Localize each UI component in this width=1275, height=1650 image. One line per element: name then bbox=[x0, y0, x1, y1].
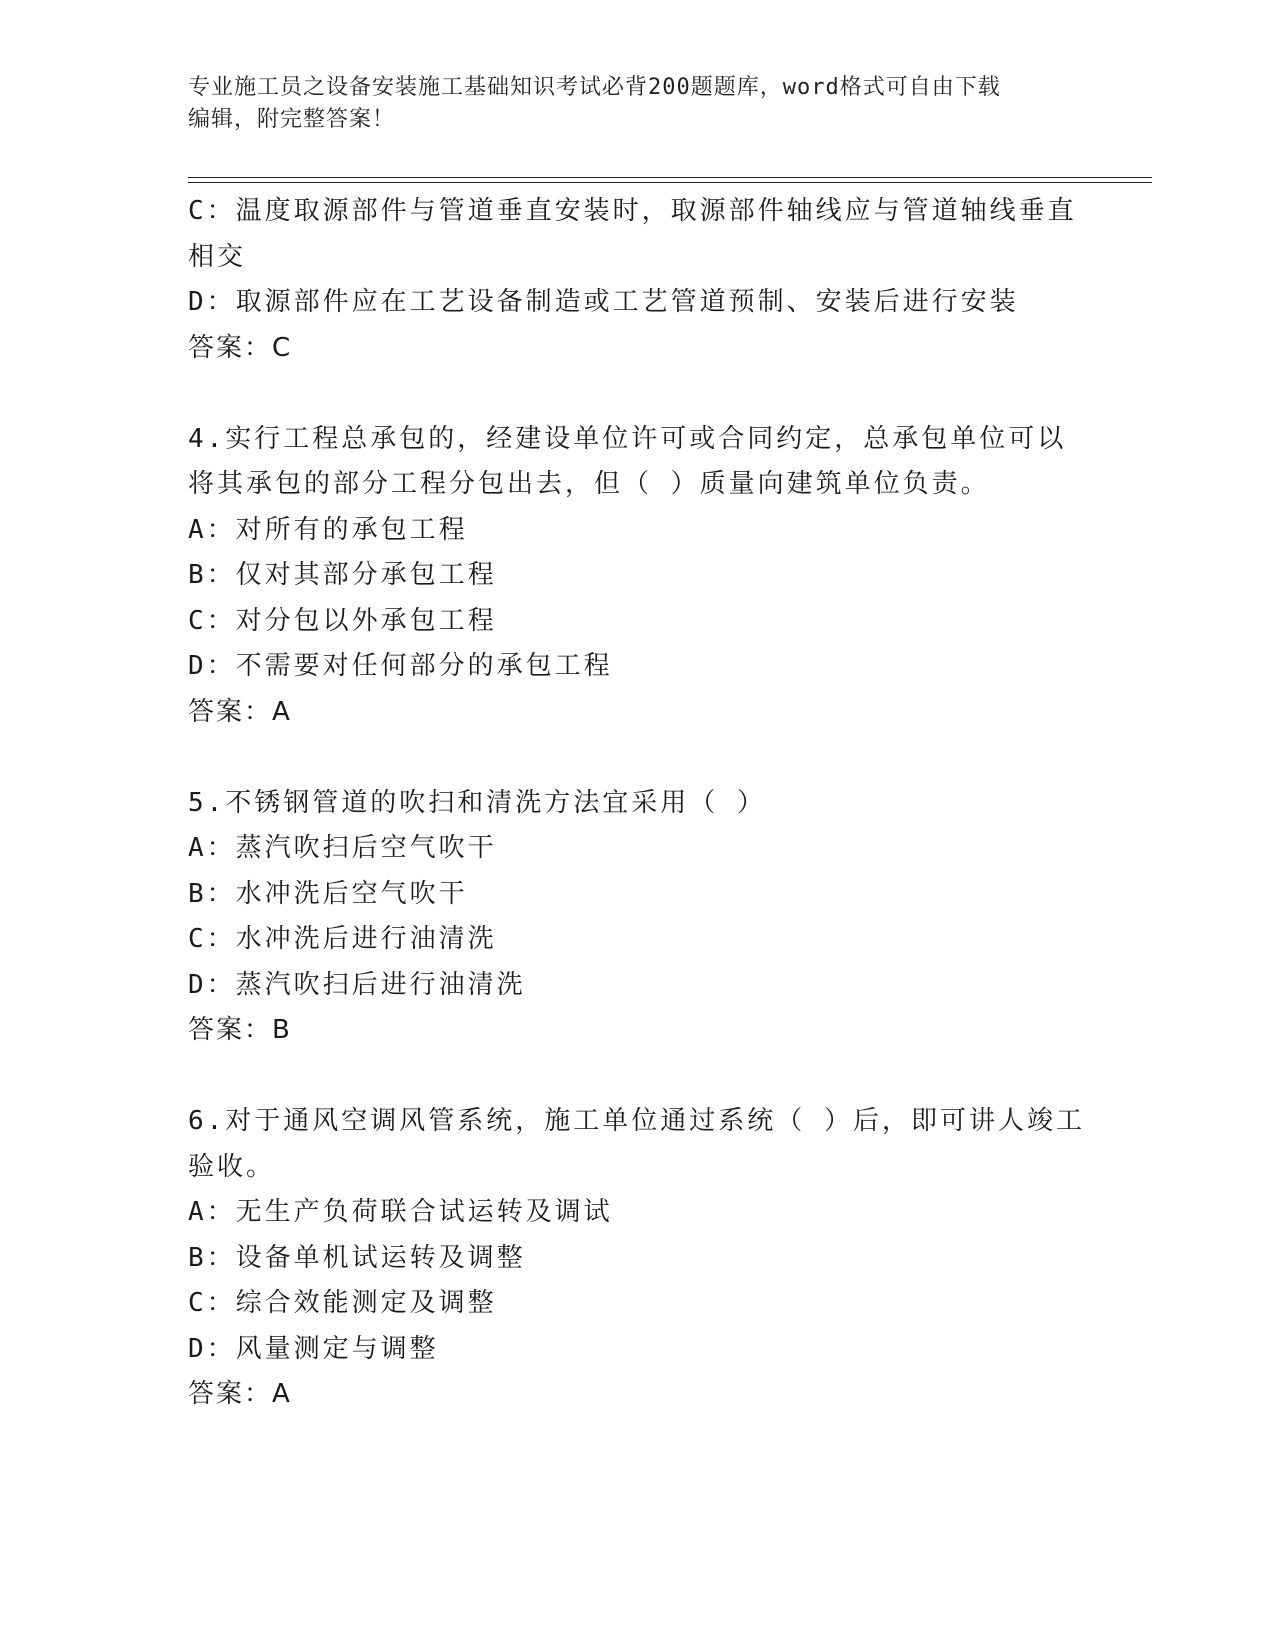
answer: 答案：A bbox=[188, 696, 292, 727]
header-title-line1: 专业施工员之设备安装施工基础知识考试必背200题题库，word格式可自由下载 bbox=[188, 75, 1001, 100]
option-a: A：无生产负荷联合试运转及调试 bbox=[188, 1197, 613, 1227]
spacer bbox=[188, 1054, 1088, 1100]
answer: 答案：C bbox=[188, 332, 293, 363]
option-c: C：水冲洗后进行油清洗 bbox=[188, 924, 497, 954]
option-b: B：设备单机试运转及调整 bbox=[188, 1242, 526, 1273]
option-d: D：不需要对任何部分的承包工程 bbox=[188, 651, 613, 681]
option-d: D：风量测定与调整 bbox=[188, 1333, 439, 1364]
option-c-continued: 相交 bbox=[188, 241, 247, 272]
document-header bbox=[188, 72, 1088, 136]
spacer bbox=[188, 735, 1088, 781]
answer: 答案：A bbox=[188, 1379, 292, 1409]
option-a: A：蒸汽吹扫后空气吹干 bbox=[188, 833, 497, 863]
option-b: B：水冲洗后空气吹干 bbox=[188, 878, 468, 909]
question-stem: 6.对于通风空调风管系统，施工单位通过系统（ ）后，即可讲人竣工 bbox=[188, 1106, 1085, 1136]
option-a: A：对所有的承包工程 bbox=[188, 514, 468, 545]
option-c: C：温度取源部件与管道垂直安装时，取源部件轴线应与管道轴线垂直 bbox=[188, 196, 1077, 226]
spacer bbox=[188, 371, 1088, 417]
question-list bbox=[188, 189, 1088, 1418]
question-stem: 5.不锈钢管道的吹扫和清洗方法宜采用（ ） bbox=[188, 787, 766, 818]
question-5 bbox=[188, 781, 1088, 1054]
question-4 bbox=[188, 417, 1088, 736]
question-stem-continued: 验收。 bbox=[188, 1151, 276, 1182]
question-3-continued bbox=[188, 189, 1088, 371]
option-c: C：综合效能测定及调整 bbox=[188, 1288, 497, 1318]
option-b: B：仅对其部分承包工程 bbox=[188, 560, 497, 590]
header-divider-bottom bbox=[188, 182, 1152, 183]
option-c: C：对分包以外承包工程 bbox=[188, 605, 497, 636]
header-divider-top bbox=[188, 177, 1152, 178]
option-d: D：蒸汽吹扫后进行油清洗 bbox=[188, 969, 526, 1000]
question-stem: 4.实行工程总承包的，经建设单位许可或合同约定，总承包单位可以 bbox=[188, 423, 1067, 454]
question-stem-continued: 将其承包的部分工程分包出去，但（ ）质量向建筑单位负责。 bbox=[188, 469, 990, 499]
answer: 答案：B bbox=[188, 1015, 292, 1045]
question-6 bbox=[188, 1099, 1088, 1418]
option-d: D：取源部件应在工艺设备制造或工艺管道预制、安装后进行安装 bbox=[188, 287, 1019, 317]
header-title-line2: 编辑，附完整答案！ bbox=[188, 107, 396, 132]
